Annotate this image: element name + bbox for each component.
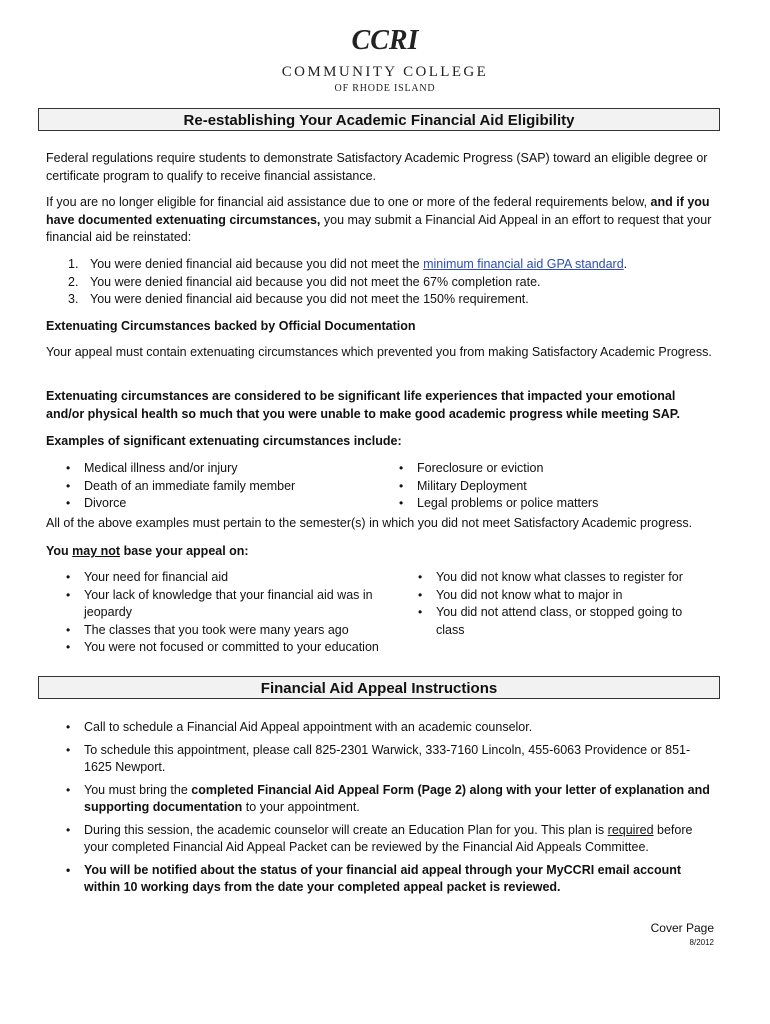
- list-item-text: To schedule this appointment, please call 825-2301 Warwick, 333-7160 Lincoln, 455-6063 Providence or 851-1625 Newport.: [84, 742, 691, 774]
- bullet-icon: •: [66, 622, 71, 637]
- list-item: [60, 587, 382, 622]
- bullet-icon: •: [66, 742, 71, 757]
- instruction-text-bold: completed Financial Aid Appeal Form (Page 2) along with your letter of explanation and supporting documentation: [84, 782, 710, 814]
- list-item-text: You did not know what classes to register for: [436, 570, 683, 584]
- list-item: [412, 604, 712, 639]
- list-item: [60, 782, 716, 817]
- list-item: [60, 862, 716, 897]
- bullet-icon: •: [66, 862, 71, 877]
- instruction-text-c: to your appointment.: [242, 800, 360, 814]
- list-item-text: You did not attend class, or stopped going to class: [436, 605, 683, 637]
- list-item-text: Death of an immediate family member: [84, 478, 296, 493]
- footer-date: 8/2012: [689, 938, 714, 947]
- list-item-text: You did not know what to major in: [436, 587, 623, 602]
- bullet-icon: •: [399, 496, 404, 510]
- instruction-text-c: before your completed Financial Aid Appeal Packet can be reviewed by the Financial Aid Appeals Committee.: [84, 822, 693, 854]
- list-item: [60, 639, 382, 657]
- appeal-requirement-paragraph: Your appeal must contain extenuating circumstances which prevented you from making Satisfactory Academic Progress.: [46, 345, 712, 359]
- bullet-icon: •: [399, 461, 404, 475]
- list-item: [412, 569, 712, 587]
- may-not-list-right: [412, 569, 712, 639]
- examples-note: All of the above examples must pertain to the semester(s) in which you did not meet Satisfactory Academic progress.: [46, 516, 693, 530]
- section-title-eligibility: Re-establishing Your Academic Financial Aid Eligibility: [38, 108, 720, 131]
- instruction-text-a: During this session, the academic counselor will create an Education Plan for you. This plan is: [84, 822, 608, 837]
- may-not-text-underlined: may not: [72, 544, 121, 558]
- bullet-icon: •: [418, 570, 423, 584]
- list-item: [60, 622, 382, 640]
- bullet-icon: •: [66, 720, 71, 734]
- extenuating-definition: Extenuating circumstances are considered to be significant life experiences that impacted your emotional and/or physical health so much that you were unable to make good academic progress while meeting SAP.: [46, 389, 680, 421]
- list-number: 1.: [68, 257, 79, 271]
- list-item: [393, 478, 713, 496]
- intro-paragraph: Federal regulations require students to demonstrate Satisfactory Academic Progress (SAP) toward an eligible degree or certificate program to qualify to receive financial assistance.: [46, 151, 708, 183]
- eligibility-paragraph: [46, 194, 716, 247]
- list-item-text: The classes that you took were many years ago: [84, 622, 349, 637]
- list-item: [60, 742, 716, 777]
- logo-name: COMMUNITY COLLEGE: [281, 64, 489, 80]
- footer-cover-page: Cover Page: [650, 921, 714, 935]
- may-not-text-c: base your appeal on:: [120, 544, 249, 558]
- section-title-instructions: Financial Aid Appeal Instructions: [38, 676, 720, 699]
- gpa-standard-link[interactable]: minimum financial aid GPA standard: [423, 257, 624, 271]
- instructions-list: [60, 719, 716, 897]
- bullet-icon: •: [66, 478, 71, 493]
- list-item: [46, 256, 716, 274]
- bullet-icon: •: [66, 570, 71, 584]
- list-item: [412, 587, 712, 605]
- list-item: [393, 495, 713, 513]
- eligibility-text-a: If you are no longer eligible for financial aid assistance due to one or more of the federal requirements below,: [46, 195, 651, 209]
- bullet-icon: •: [66, 782, 71, 797]
- denial-reasons-list: [46, 256, 716, 309]
- college-logo: [0, 22, 770, 94]
- bullet-icon: •: [66, 461, 71, 475]
- logo-subtitle: OF RHODE ISLAND: [334, 83, 436, 94]
- reason-text: You were denied financial aid because you did not meet the 150% requirement.: [90, 292, 529, 306]
- reason-text: You were denied financial aid because you did not meet the 67% completion rate.: [90, 274, 541, 289]
- list-item: [60, 569, 382, 587]
- list-item: [46, 291, 716, 309]
- instruction-text-a: You must bring the: [84, 782, 192, 797]
- list-item: [60, 478, 380, 496]
- list-item: [393, 460, 713, 478]
- bullet-icon: •: [66, 822, 71, 837]
- extenuating-heading: Extenuating Circumstances backed by Official Documentation: [46, 319, 416, 333]
- bullet-icon: •: [66, 640, 71, 654]
- list-item-text: Military Deployment: [417, 478, 527, 493]
- list-item: [60, 495, 380, 513]
- list-item-text: Your lack of knowledge that your financial aid was in jeopardy: [84, 587, 373, 619]
- instruction-text-underlined: required: [607, 822, 654, 837]
- bullet-icon: •: [418, 605, 423, 619]
- eligibility-text-bold: and if you have documented extenuating circumstances,: [46, 195, 710, 227]
- examples-list-left: [60, 460, 380, 513]
- bullet-icon: •: [399, 478, 404, 493]
- list-item-text: Foreclosure or eviction: [417, 461, 544, 475]
- list-item: [60, 719, 716, 737]
- examples-heading: Examples of significant extenuating circumstances include:: [46, 434, 402, 448]
- list-item: [60, 822, 716, 857]
- list-item: [46, 274, 716, 292]
- list-number: 3.: [68, 292, 79, 306]
- list-item-text: Your need for financial aid: [84, 570, 229, 584]
- list-item-text: Divorce: [84, 496, 127, 510]
- may-not-heading: [46, 543, 716, 561]
- bullet-icon: •: [66, 587, 71, 602]
- list-number: 2.: [68, 274, 79, 289]
- list-item-text: You were not focused or committed to your education: [84, 640, 379, 654]
- logo-mark-text: CCRI: [351, 25, 419, 56]
- eligibility-text-c: you may submit a Financial Aid Appeal in an effort to request that your financial aid be reinstated:: [46, 212, 712, 244]
- bullet-icon: •: [66, 496, 71, 510]
- may-not-text-a: You: [46, 544, 73, 558]
- list-item-text: Medical illness and/or injury: [84, 461, 238, 475]
- ccri-logo-mark: [351, 22, 419, 56]
- list-item: [60, 460, 380, 478]
- reason-end: .: [623, 257, 628, 271]
- may-not-list-left: [60, 569, 382, 657]
- list-item-text: Legal problems or police matters: [417, 496, 599, 510]
- list-item-text: You will be notified about the status of your financial aid appeal through your MyCCRI email account within 10 working days from the date your completed appeal packet is reviewed.: [84, 862, 682, 894]
- list-item-text: Call to schedule a Financial Aid Appeal appointment with an academic counselor.: [84, 720, 533, 734]
- bullet-icon: •: [418, 587, 423, 602]
- examples-list-right: [393, 460, 713, 513]
- reason-text: You were denied financial aid because you did not meet the: [90, 257, 424, 271]
